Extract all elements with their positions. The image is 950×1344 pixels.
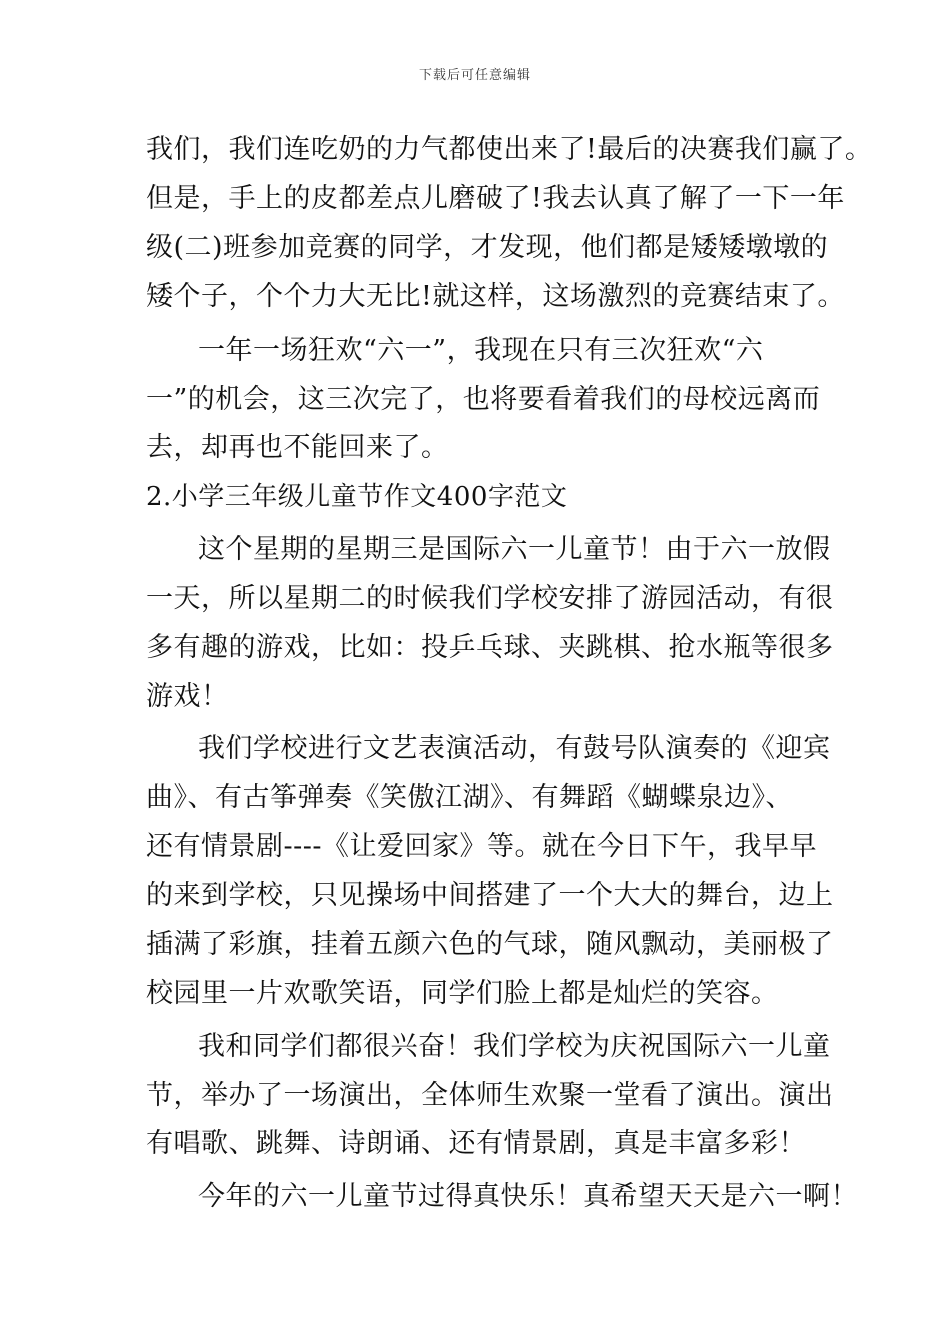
text-line: 的来到学校，只见操场中间搭建了一个大大的舞台，边上: [146, 880, 834, 911]
text-line: 曲》、有古筝弹奏《笑傲江湖》、有舞蹈《蝴蝶泉边》、: [146, 782, 793, 813]
text-line: 校园里一片欢歌笑语，同学们脸上都是灿烂的笑容。: [146, 978, 779, 1009]
text-line: 一天，所以星期二的时候我们学校安排了游园活动，有很: [146, 583, 834, 614]
section-heading: 2.小学三年级儿童节作文400字范文: [146, 482, 568, 512]
text-line: 我和同学们都很兴奋！我们学校为庆祝国际六一儿童: [198, 1031, 831, 1062]
text-line: 插满了彩旗，挂着五颜六色的气球，随风飘动，美丽极了: [146, 929, 834, 960]
text-line: 我们学校进行文艺表演活动，有鼓号队演奏的《迎宾: [198, 733, 831, 764]
text-line: 级(二)班参加竞赛的同学，才发现，他们都是矮矮墩墩的: [146, 232, 829, 263]
text-line: 我们，我们连吃奶的力气都使出来了!最后的决赛我们赢了。: [146, 134, 873, 165]
text-line: 去，却再也不能回来了。: [146, 432, 449, 463]
text-line: 今年的六一儿童节过得真快乐！真希望天天是六一啊！: [198, 1181, 858, 1212]
text-line: 节，举办了一场演出，全体师生欢聚一堂看了演出。演出: [146, 1080, 834, 1111]
text-line: 游戏！: [146, 681, 229, 712]
text-line: 矮个子，个个力大无比!就这样，这场激烈的竞赛结束了。: [146, 281, 845, 312]
text-line: 但是，手上的皮都差点儿磨破了!我去认真了解了一下一年: [146, 183, 845, 214]
text-line: 一年一场狂欢“六一”，我现在只有三次狂欢“六: [198, 335, 764, 366]
text-line: 有唱歌、跳舞、诗朗诵、还有情景剧，真是丰富多彩！: [146, 1128, 806, 1159]
text-line: 这个星期的星期三是国际六一儿童节！由于六一放假: [198, 534, 831, 565]
text-line: 多有趣的游戏，比如：投乒乓球、夹跳棋、抢水瓶等很多: [146, 632, 834, 663]
page-header: 下载后可任意编辑: [418, 68, 531, 83]
text-line: 还有情景剧----《让爱回家》等。就在今日下午，我早早: [146, 831, 817, 862]
text-line: 一”的机会，这三次完了，也将要看着我们的母校远离而: [146, 384, 821, 415]
